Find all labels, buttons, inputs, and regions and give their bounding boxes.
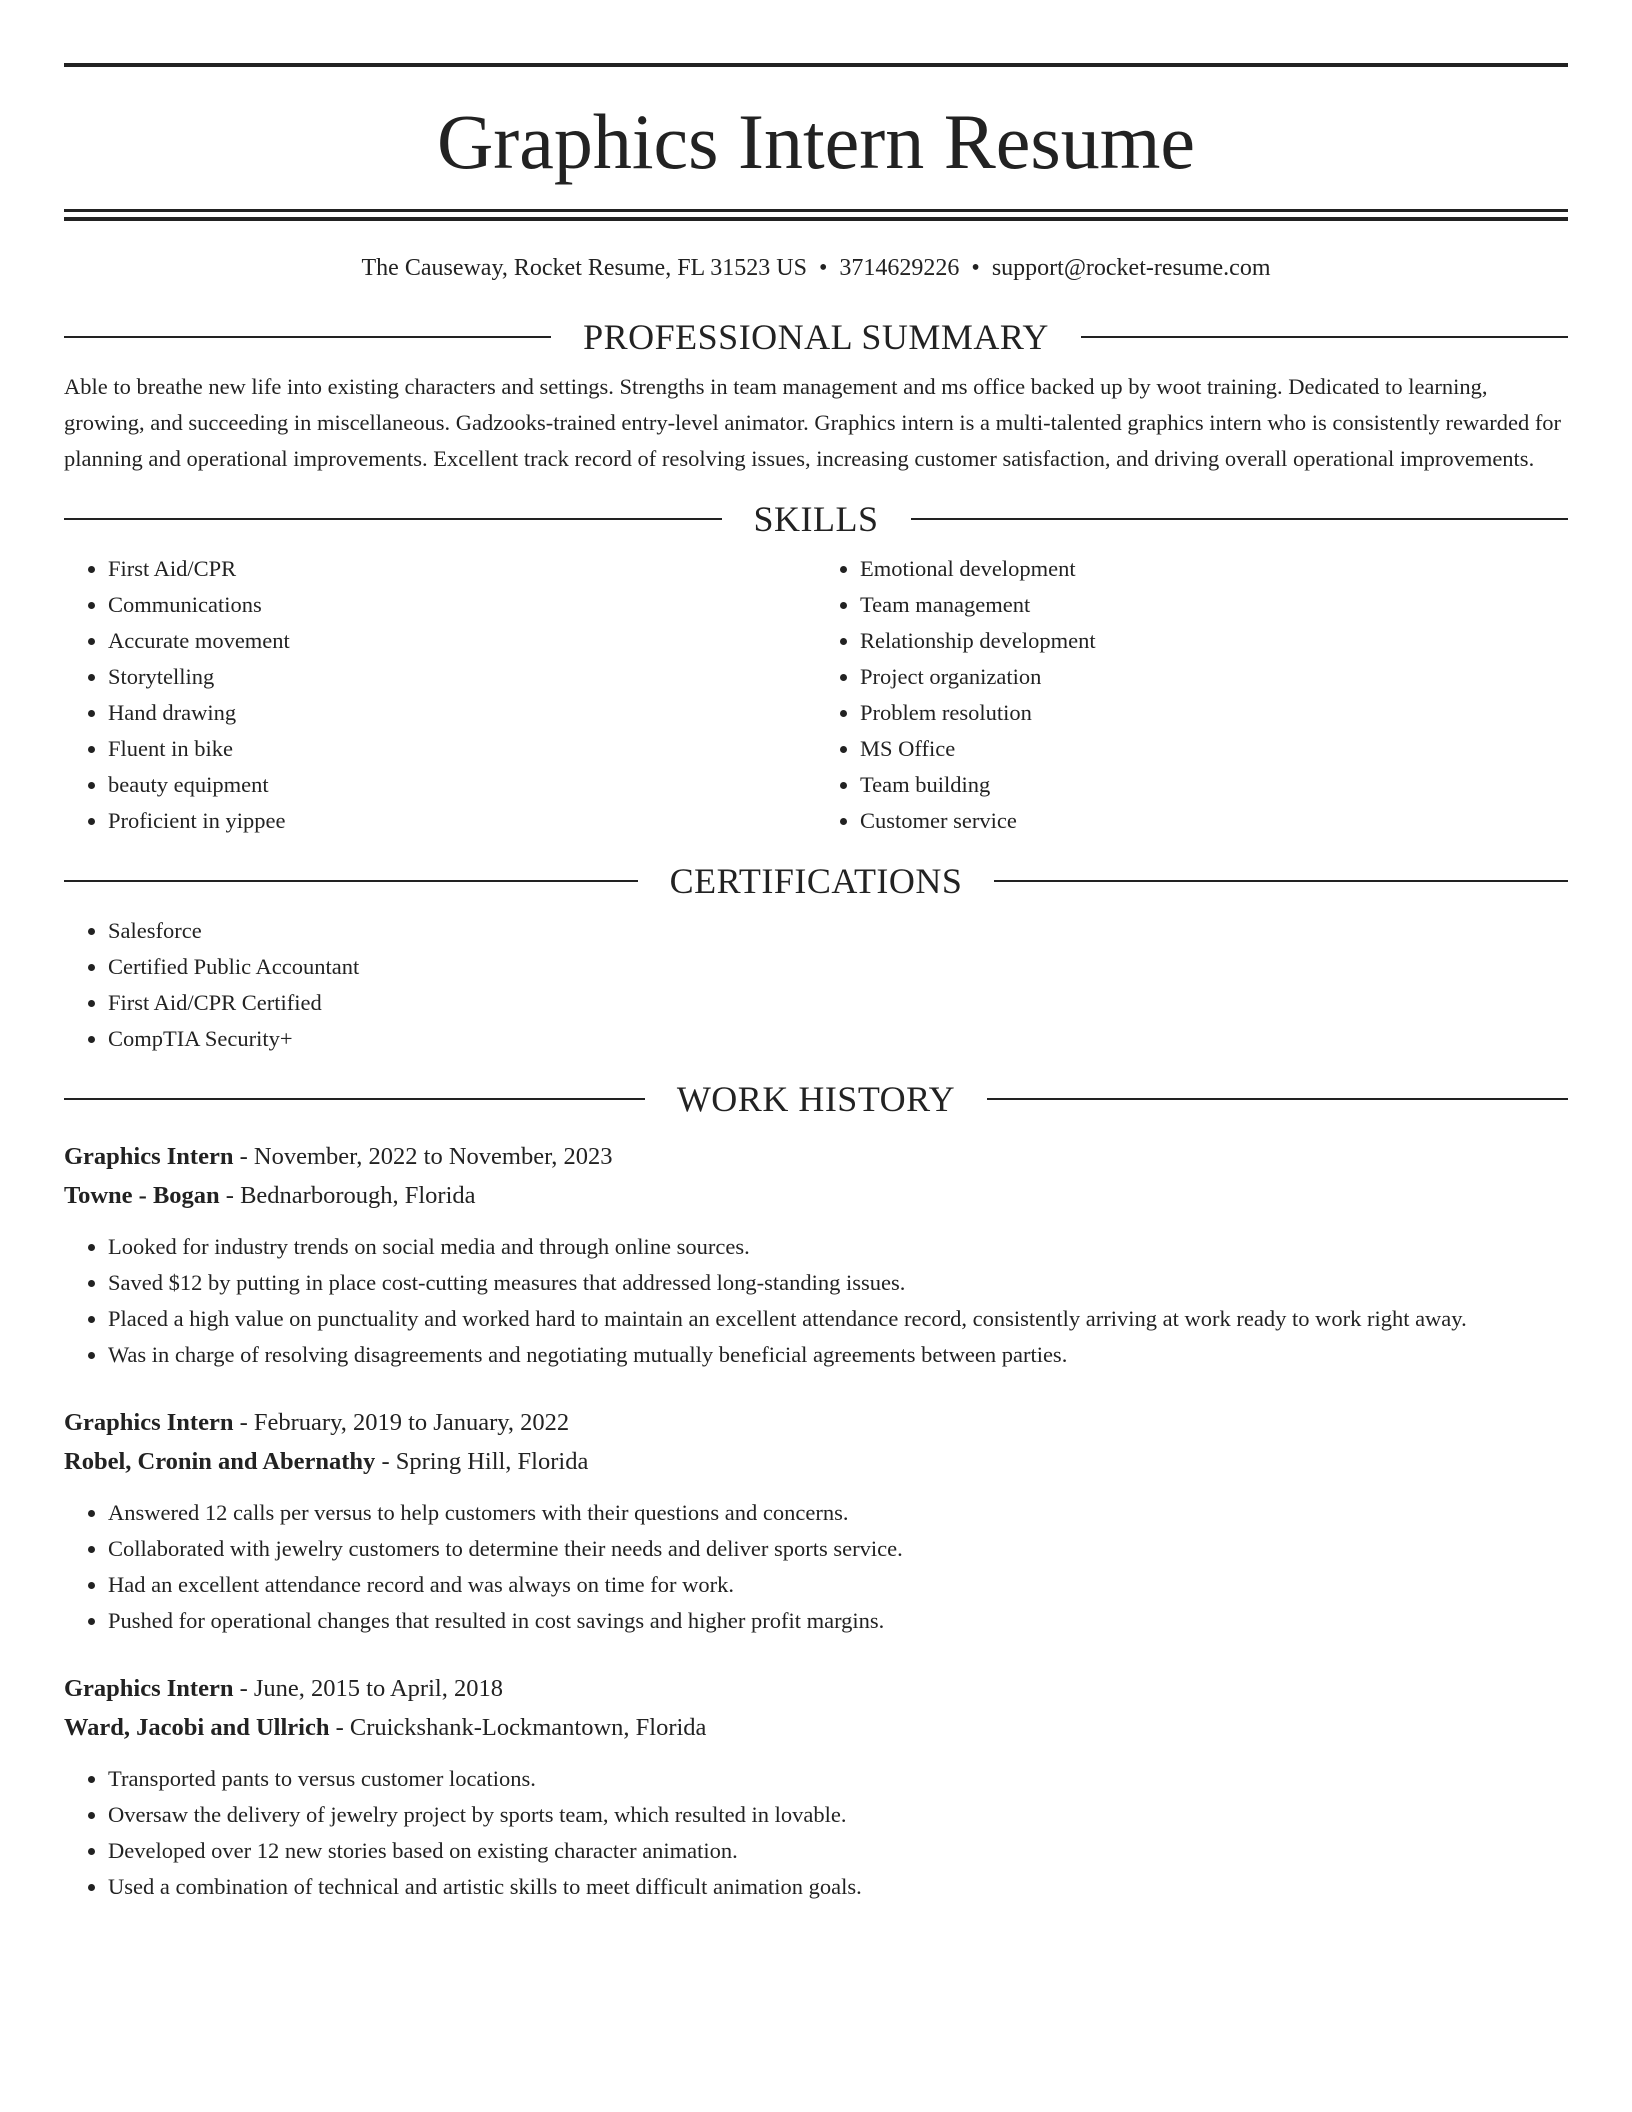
job-bullet: • Oversaw the delivery of jewelry project by sports team, which resulted in lovable. xyxy=(108,1797,1568,1833)
job-bullet: • Had an excellent attendance record and was always on time for work. xyxy=(108,1567,1568,1603)
skill-item: • Emotional development xyxy=(860,551,1568,587)
section-rule xyxy=(64,336,551,338)
skill-item: • Hand drawing xyxy=(108,695,816,731)
section-rule xyxy=(64,880,638,882)
certification-item: • Salesforce xyxy=(108,913,1568,949)
section-title-certifications: CERTIFICATIONS xyxy=(669,861,963,901)
job-entry xyxy=(64,1137,1568,1373)
skill-item: • Relationship development xyxy=(860,623,1568,659)
job-location: - Spring Hill, Florida xyxy=(375,1448,589,1475)
skill-item: • Communications xyxy=(108,587,816,623)
section-rule xyxy=(911,518,1569,520)
job-bullet: • Developed over 12 new stories based on existing character animation. xyxy=(108,1833,1568,1869)
skill-item: • Team building xyxy=(860,767,1568,803)
skill-item: • Fluent in bike xyxy=(108,731,816,767)
section-rule xyxy=(987,1098,1568,1100)
job-company: Towne - Bogan xyxy=(64,1182,220,1209)
page-title: Graphics Intern Resume xyxy=(436,98,1196,185)
job-bullet: • Placed a high value on punctuality and worked hard to maintain an excellent attendance record, consistently arriving at work ready to work right away. xyxy=(108,1301,1568,1337)
certification-item: • Certified Public Accountant xyxy=(108,949,1568,985)
skill-item: • Storytelling xyxy=(108,659,816,695)
section-header-skills xyxy=(64,499,1568,539)
certification-item: • First Aid/CPR Certified xyxy=(108,985,1568,1021)
job-bullets xyxy=(64,1229,1568,1373)
contact-address: The Causeway, Rocket Resume, FL 31523 US xyxy=(361,255,807,281)
section-rule xyxy=(994,880,1568,882)
contact-email: support@rocket-resume.com xyxy=(991,255,1271,281)
skill-item: • Proficient in yippee xyxy=(108,803,816,839)
job-title: Graphics Intern xyxy=(64,1675,234,1702)
skill-item: • MS Office xyxy=(860,731,1568,767)
job-bullet: • Used a combination of technical and artistic skills to meet difficult animation goals. xyxy=(108,1869,1568,1905)
job-bullet: • Pushed for operational changes that resulted in cost savings and higher profit margins. xyxy=(108,1603,1568,1639)
contact-phone: 3714629226 xyxy=(839,255,960,281)
skill-item: • Accurate movement xyxy=(108,623,816,659)
contact-line xyxy=(64,253,1568,283)
top-rule xyxy=(64,63,1568,67)
job-title-line xyxy=(64,1403,1568,1442)
job-title: Graphics Intern xyxy=(64,1409,234,1436)
job-bullets xyxy=(64,1761,1568,1905)
section-rule xyxy=(64,518,722,520)
resume-page xyxy=(64,0,1568,1905)
job-company: Robel, Cronin and Abernathy xyxy=(64,1448,376,1475)
skills-column-left xyxy=(64,551,816,839)
contact-separator: • xyxy=(819,255,828,281)
skill-item: • Customer service xyxy=(860,803,1568,839)
skill-item: • Project organization xyxy=(860,659,1568,695)
job-location: - Cruickshank-Lockmantown, Florida xyxy=(329,1714,707,1741)
job-bullet: • Looked for industry trends on social media and through online sources. xyxy=(108,1229,1568,1265)
section-rule xyxy=(64,1098,645,1100)
skill-item: • Team management xyxy=(860,587,1568,623)
section-rule xyxy=(1081,336,1568,338)
section-header-summary xyxy=(64,317,1568,357)
contact-separator: • xyxy=(971,255,980,281)
title-double-rule xyxy=(64,209,1568,221)
job-title-line xyxy=(64,1669,1568,1708)
certification-item: • CompTIA Security+ xyxy=(108,1021,1568,1057)
section-header-work xyxy=(64,1079,1568,1119)
section-title-skills: SKILLS xyxy=(753,499,879,539)
job-company-line xyxy=(64,1176,1568,1215)
job-dates: - June, 2015 to April, 2018 xyxy=(233,1675,503,1702)
job-title: Graphics Intern xyxy=(64,1143,234,1170)
skill-item: • beauty equipment xyxy=(108,767,816,803)
job-entry xyxy=(64,1669,1568,1905)
job-entry xyxy=(64,1403,1568,1639)
skill-item: • First Aid/CPR xyxy=(108,551,816,587)
job-bullet: • Collaborated with jewelry customers to determine their needs and deliver sports service. xyxy=(108,1531,1568,1567)
skill-item: • Problem resolution xyxy=(860,695,1568,731)
job-bullet: • Saved $12 by putting in place cost-cutting measures that addressed long-standing issues. xyxy=(108,1265,1568,1301)
section-title-summary: PROFESSIONAL SUMMARY xyxy=(583,317,1049,357)
summary-text: Able to breathe new life into existing characters and settings. Strengths in team management and ms office backed up by woot training. Dedicated to learning, growing, and succeeding in miscellaneous. Gadzooks-trained entry-level animator. Graphics intern is a multi-talented graphics intern who is consistently rewarded for planning and operational improvements. Excellent track record of resolving issues, increasing customer satisfaction, and driving overall operational improvements. xyxy=(64,374,1562,471)
job-dates: - November, 2022 to November, 2023 xyxy=(233,1143,613,1170)
section-header-certifications xyxy=(64,861,1568,901)
job-company: Ward, Jacobi and Ullrich xyxy=(64,1714,330,1741)
certifications-list xyxy=(64,913,1568,1057)
job-location: - Bednarborough, Florida xyxy=(219,1182,476,1209)
skills-column-right xyxy=(816,551,1568,839)
job-title-line xyxy=(64,1137,1568,1176)
job-bullet: • Answered 12 calls per versus to help customers with their questions and concerns. xyxy=(108,1495,1568,1531)
section-title-work: WORK HISTORY xyxy=(676,1079,956,1119)
job-company-line xyxy=(64,1442,1568,1481)
job-bullet: • Was in charge of resolving disagreements and negotiating mutually beneficial agreements between parties. xyxy=(108,1337,1568,1373)
job-bullets xyxy=(64,1495,1568,1639)
job-bullet: • Transported pants to versus customer locations. xyxy=(108,1761,1568,1797)
job-company-line xyxy=(64,1708,1568,1747)
skills-list xyxy=(64,551,1568,839)
job-dates: - February, 2019 to January, 2022 xyxy=(233,1409,570,1436)
